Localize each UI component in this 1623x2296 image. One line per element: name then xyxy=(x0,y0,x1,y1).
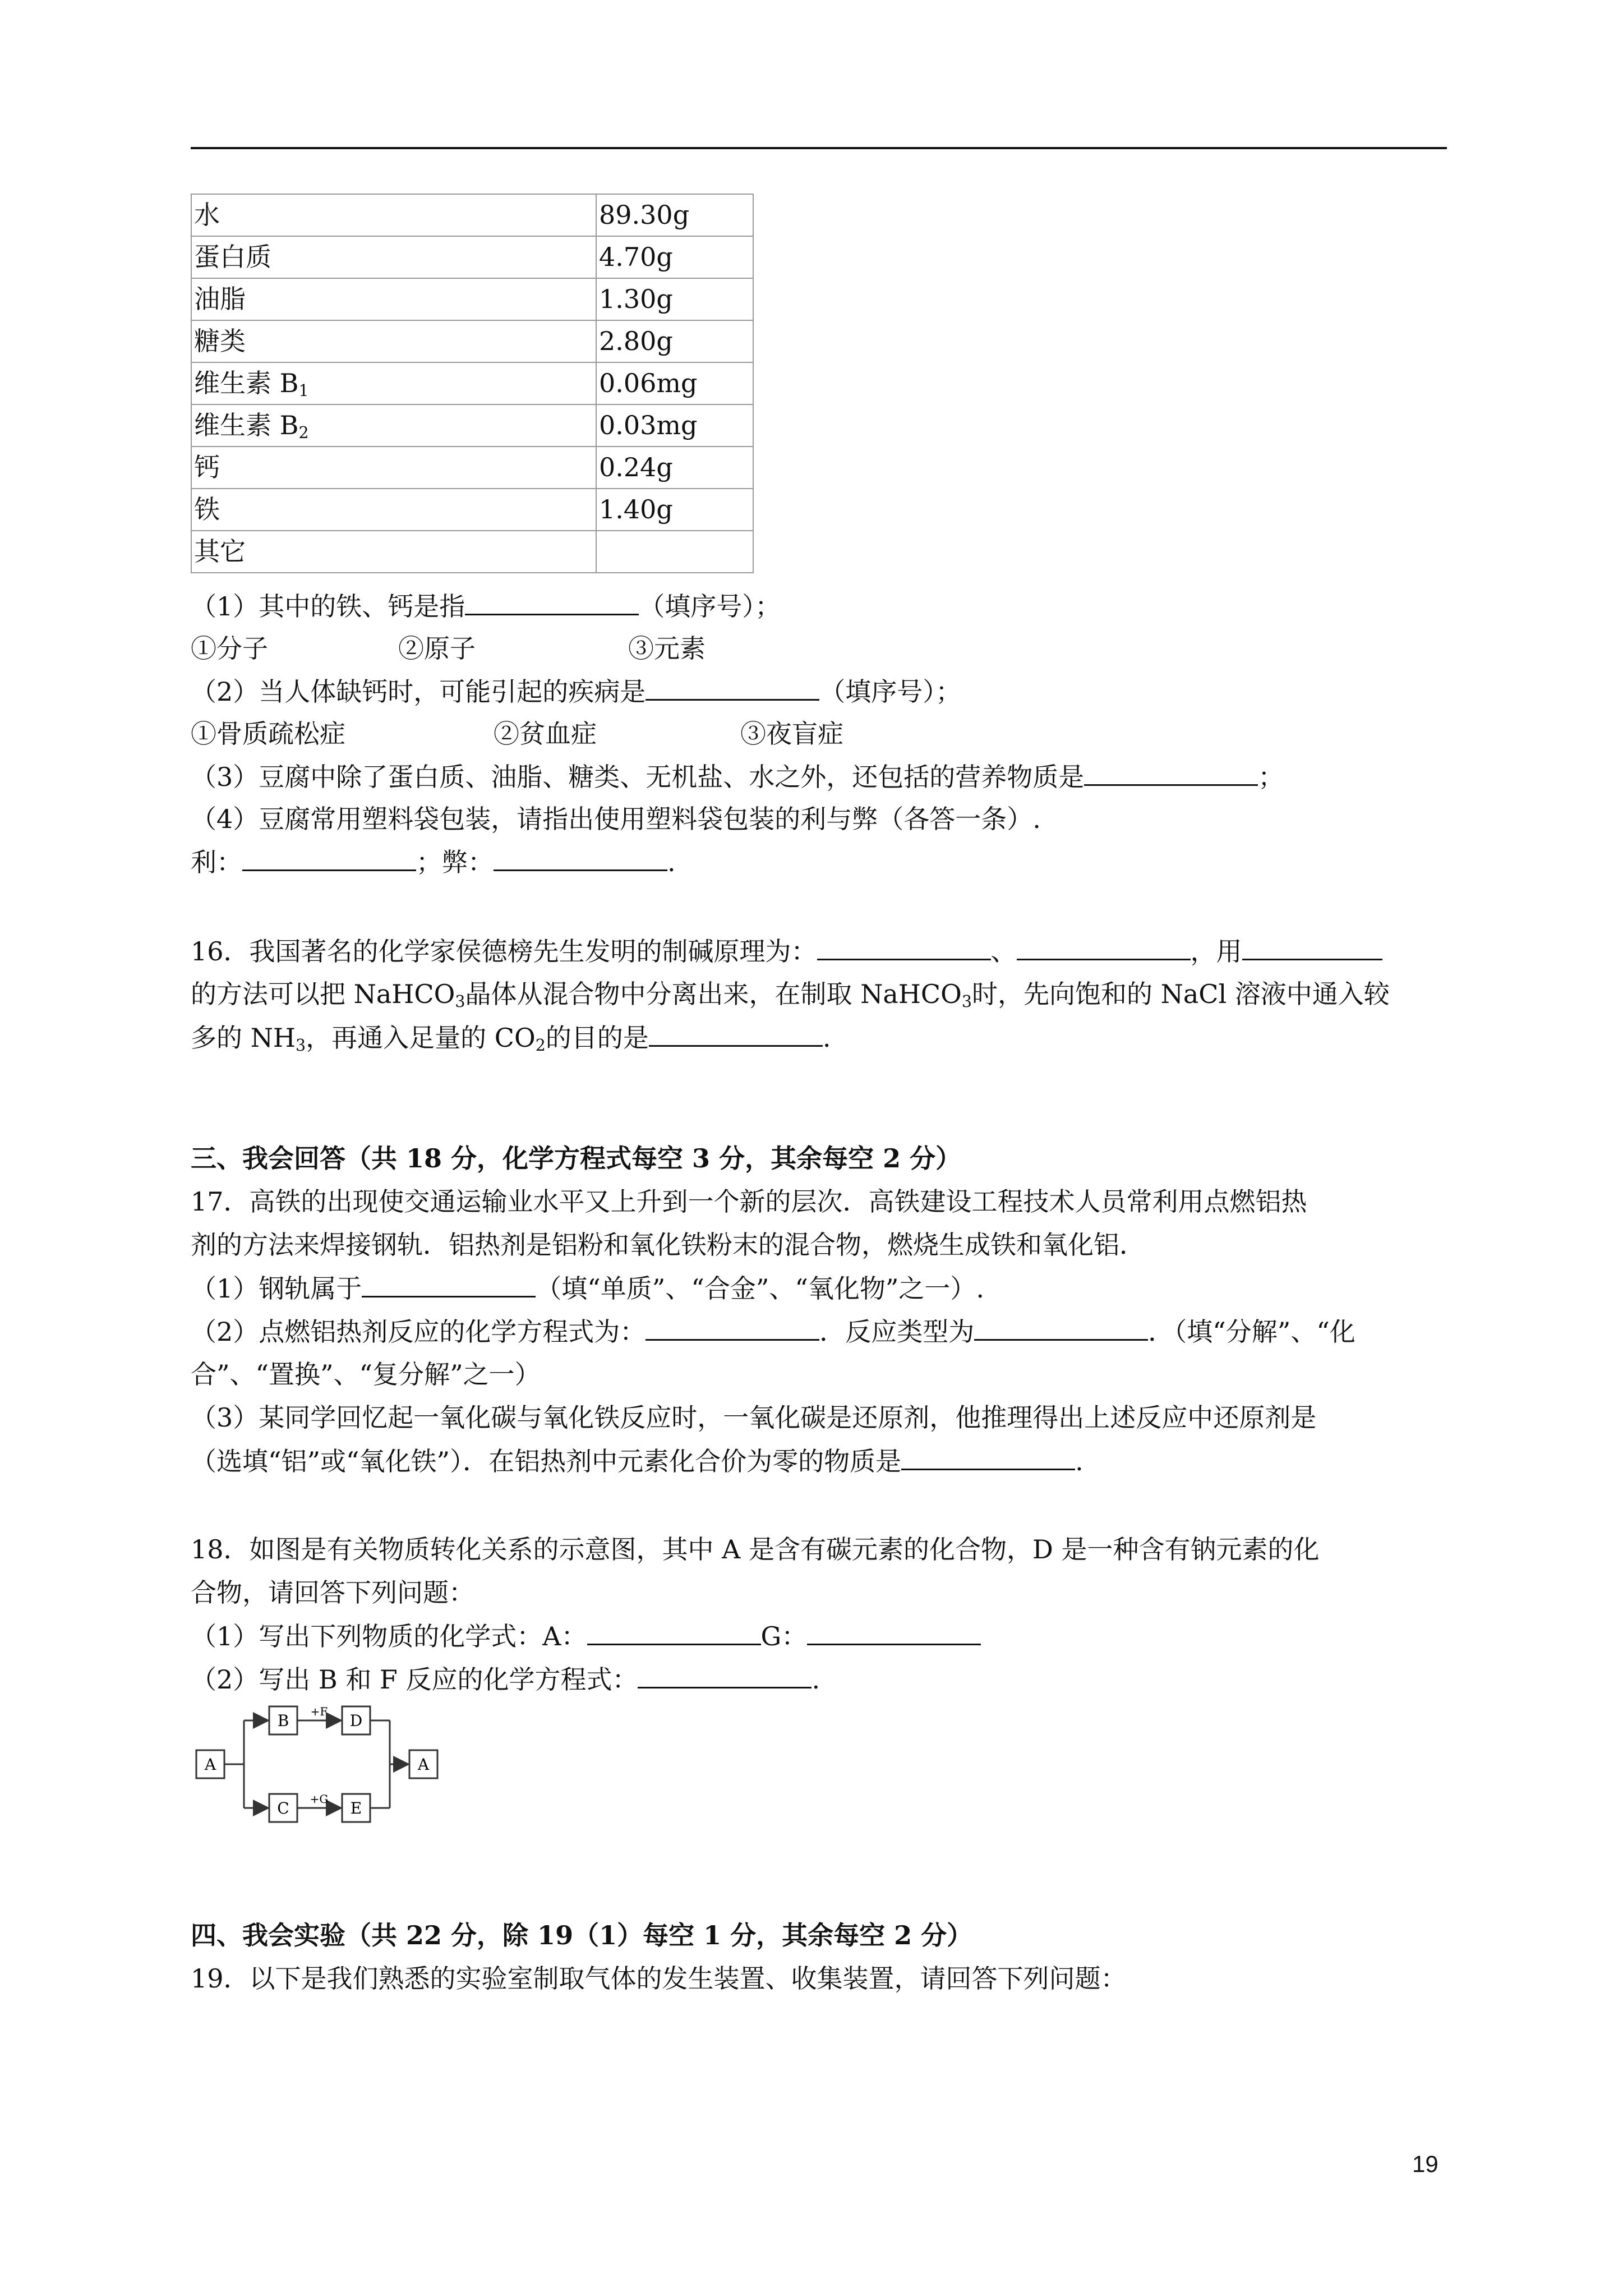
text: . xyxy=(1075,1446,1083,1476)
text: （填“单质”、“合金”、“氧化物”之一）. xyxy=(536,1273,985,1304)
subscript: 3 xyxy=(961,992,972,1011)
answer-blank[interactable] xyxy=(901,1444,1075,1470)
table-cell-value: 0.24g xyxy=(596,447,753,489)
table-row xyxy=(191,404,753,447)
table-cell-name: 铁 xyxy=(191,489,596,531)
text: （2）点燃铝热剂反应的化学方程式为： xyxy=(191,1317,646,1347)
option: ③夜盲症 xyxy=(740,719,843,749)
table-row xyxy=(191,278,753,320)
text: （填序号）； xyxy=(819,677,962,707)
text: 16．我国著名的化学家侯德榜先生发明的制碱原理为： xyxy=(191,936,817,967)
q18-line1: 18．如图是有关物质转化关系的示意图，其中 A 是含有碳元素的化合物，D 是一种含有钠元素的化 xyxy=(191,1534,1320,1565)
label-a-left: A xyxy=(204,1755,216,1774)
answer-blank[interactable] xyxy=(974,1314,1148,1341)
text: G： xyxy=(760,1621,808,1651)
table-row xyxy=(191,362,753,404)
q15-part2 xyxy=(191,674,961,708)
q17-line4 xyxy=(191,1314,1355,1349)
answer-blank[interactable] xyxy=(1084,760,1258,786)
answer-blank[interactable] xyxy=(242,845,416,871)
table-cell-value: 0.03mg xyxy=(596,404,753,447)
q15-part1-options xyxy=(191,632,706,665)
answer-blank[interactable] xyxy=(1242,934,1382,960)
table-cell-name: 水 xyxy=(191,194,596,236)
table-cell-value: 4.70g xyxy=(596,236,753,278)
answer-blank[interactable] xyxy=(638,1662,811,1688)
text: （1）其中的铁、钙是指 xyxy=(191,591,465,622)
nutrition-table xyxy=(191,194,754,573)
q15-part4 xyxy=(191,802,1041,836)
label-d: D xyxy=(349,1711,363,1730)
q15-part1 xyxy=(191,589,781,623)
q15-part4-answers xyxy=(191,845,676,879)
table-cell-value: 0.06mg xyxy=(596,362,753,404)
text: 多的 NH xyxy=(191,1023,296,1053)
answer-blank[interactable] xyxy=(587,1619,761,1645)
table-cell-value: 1.30g xyxy=(596,278,753,320)
label-b: B xyxy=(277,1711,289,1730)
table-cell-name xyxy=(191,404,596,447)
subscript: 2 xyxy=(298,424,309,443)
text: 、 xyxy=(990,936,1017,967)
text: ，再通入足量的 CO xyxy=(306,1023,536,1053)
conversion-flow-diagram xyxy=(191,1694,449,1829)
answer-blank[interactable] xyxy=(649,1020,823,1047)
table-cell-value: 1.40g xyxy=(596,489,753,531)
text: （3）豆腐中除了蛋白质、油脂、糖类、无机盐、水之外，还包括的营养物质是 xyxy=(191,762,1085,792)
vitamin-label: 维生素 B xyxy=(194,368,299,398)
q16-line1 xyxy=(191,934,1382,968)
text: 的目的是 xyxy=(545,1023,649,1053)
option: ①骨质疏松症 xyxy=(191,719,345,749)
q15-part2-options xyxy=(191,717,843,751)
answer-blank[interactable] xyxy=(645,1314,819,1341)
text: （2）写出 B 和 F 反应的化学方程式： xyxy=(191,1664,638,1695)
q17-line6: （3）某同学回忆起一氧化碳与氧化铁反应时，一氧化碳是还原剂，他推理得出上述反应中还原剂是 xyxy=(191,1402,1317,1433)
answer-blank[interactable] xyxy=(465,589,639,615)
section-heading: 三、我会回答（共 18 分，化学方程式每空 3 分，其余每空 2 分） xyxy=(191,1143,962,1174)
page-number: 19 xyxy=(1412,2151,1438,2177)
label-arrow-bd: +F xyxy=(310,1705,328,1718)
text: . xyxy=(822,1023,831,1053)
label-e: E xyxy=(350,1799,362,1818)
text: ．反应类型为 xyxy=(819,1317,975,1347)
table-cell-name: 油脂 xyxy=(191,278,596,320)
table-cell-name xyxy=(191,362,596,404)
text: 利： xyxy=(191,847,242,877)
text: ； xyxy=(1258,762,1284,792)
q18-line3 xyxy=(191,1619,981,1653)
text: 的方法可以把 NaHCO xyxy=(191,979,455,1009)
text: 晶体从混合物中分离出来，在制取 NaHCO xyxy=(465,979,962,1009)
q19-line1: 19．以下是我们熟悉的实验室制取气体的发生装置、收集装置，请回答下列问题： xyxy=(191,1963,1127,1994)
table-row xyxy=(191,236,753,278)
table-row xyxy=(191,489,753,531)
text: . xyxy=(811,1664,820,1695)
table-row xyxy=(191,320,753,362)
text: （1）钢轨属于 xyxy=(191,1273,362,1304)
q15-part3 xyxy=(191,760,1284,794)
label-c: C xyxy=(277,1799,289,1818)
table-row xyxy=(191,447,753,489)
subscript: 1 xyxy=(298,381,309,401)
q17-line7 xyxy=(191,1444,1083,1478)
subscript: 2 xyxy=(535,1036,546,1055)
answer-blank[interactable] xyxy=(645,674,819,701)
answer-blank[interactable] xyxy=(1017,934,1191,960)
text: （填序号）； xyxy=(639,591,781,622)
option: ②原子 xyxy=(398,633,476,664)
text: （4）豆腐常用塑料袋包装，请指出使用塑料袋包装的利与弊（各答一条）. xyxy=(191,804,1041,834)
text: ，用 xyxy=(1190,936,1242,967)
table-cell-name: 糖类 xyxy=(191,320,596,362)
text: . xyxy=(667,847,676,877)
text: 时，先向饱和的 NaCl 溶液中通入较 xyxy=(971,979,1390,1009)
option: ①分子 xyxy=(191,633,268,664)
table-cell-name: 蛋白质 xyxy=(191,236,596,278)
label-arrow-ce: +G xyxy=(310,1792,329,1806)
q17-line2: 剂的方法来焊接钢轨．铝热剂是铝粉和氧化铁粉末的混合物，燃烧生成铁和氧化铝． xyxy=(191,1230,1145,1260)
answer-blank[interactable] xyxy=(817,934,991,960)
q17-line1: 17．高铁的出现使交通运输业水平又上升到一个新的层次．高铁建设工程技术人员常利用点燃铝热 xyxy=(191,1186,1307,1217)
q18-line4 xyxy=(191,1662,820,1696)
table-cell-value xyxy=(596,531,753,573)
header-rule xyxy=(191,147,1447,149)
answer-blank[interactable] xyxy=(494,845,667,871)
vitamin-label: 维生素 B xyxy=(194,410,299,440)
table-cell-name: 钙 xyxy=(191,447,596,489)
text: （1）写出下列物质的化学式：A： xyxy=(191,1621,587,1651)
label-a-right: A xyxy=(417,1755,430,1774)
text: ；弊： xyxy=(416,847,494,877)
subscript: 3 xyxy=(455,992,465,1011)
text: （2）当人体缺钙时，可能引起的疾病是 xyxy=(191,677,646,707)
table-cell-name: 其它 xyxy=(191,531,596,573)
table-row xyxy=(191,194,753,236)
option: ③元素 xyxy=(628,633,706,664)
section-heading: 四、我会实验（共 22 分，除 19（1）每空 1 分，其余每空 2 分） xyxy=(191,1920,973,1950)
q17-line5: 合”、“置换”、“复分解”之一） xyxy=(191,1359,541,1389)
table-row xyxy=(191,531,753,573)
q16-line2 xyxy=(191,977,1390,1011)
q17-line3 xyxy=(191,1271,984,1305)
text: ．（填“分解”、“化 xyxy=(1148,1317,1355,1347)
answer-blank[interactable] xyxy=(807,1619,981,1645)
option: ②贫血症 xyxy=(494,719,597,749)
subscript: 3 xyxy=(296,1036,306,1055)
q18-line2: 合物，请回答下列问题： xyxy=(191,1577,474,1608)
table-cell-value: 2.80g xyxy=(596,320,753,362)
text: （选填“铝”或“氧化铁”）．在铝热剂中元素化合价为零的物质是 xyxy=(191,1446,902,1476)
table-cell-value: 89.30g xyxy=(596,194,753,236)
q16-line3 xyxy=(191,1020,831,1055)
answer-blank[interactable] xyxy=(362,1271,536,1297)
